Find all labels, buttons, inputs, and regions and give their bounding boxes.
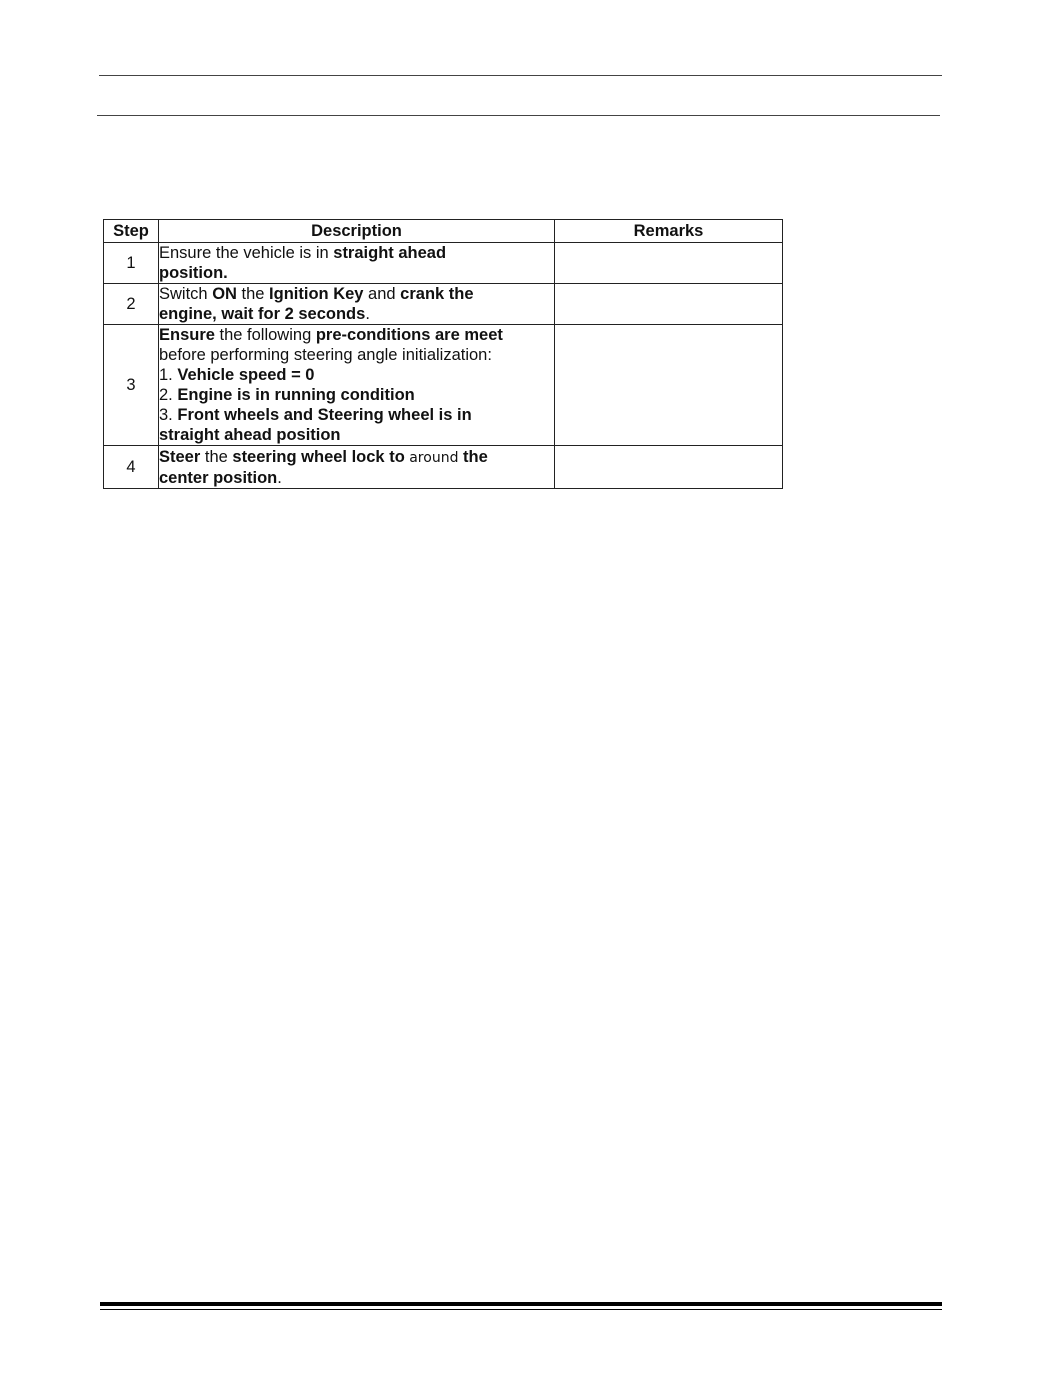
description-text: the xyxy=(200,447,233,466)
step-remarks xyxy=(555,325,783,446)
footer-rule-thick xyxy=(100,1302,942,1306)
description-line xyxy=(159,447,554,468)
description-line xyxy=(159,365,554,385)
table-row xyxy=(104,325,783,446)
description-emphasis: Engine is in running condition xyxy=(177,386,415,404)
footer-rule-thin xyxy=(100,1309,942,1310)
table-row xyxy=(104,446,783,489)
description-line xyxy=(159,385,554,405)
description-emphasis: Vehicle speed = 0 xyxy=(177,366,315,384)
description-text: 2. xyxy=(159,386,178,404)
description-text: Switch xyxy=(159,285,213,303)
header-rule-top xyxy=(99,75,942,76)
step-description xyxy=(159,284,555,325)
header-rule-bottom xyxy=(97,115,940,116)
description-text: before performing steering angle initialization: xyxy=(159,346,492,364)
column-header-step: Step xyxy=(104,220,159,243)
description-text: around xyxy=(404,449,459,466)
description-emphasis: crank the xyxy=(400,285,474,303)
description-text: . xyxy=(277,468,282,487)
description-emphasis: straight ahead xyxy=(333,244,447,262)
description-emphasis: Ignition Key xyxy=(269,285,364,303)
description-emphasis: Steer xyxy=(159,447,201,466)
description-line xyxy=(159,468,554,488)
step-remarks xyxy=(555,446,783,489)
procedure-table xyxy=(103,219,783,489)
step-description xyxy=(159,325,555,446)
description-line xyxy=(159,325,554,345)
description-emphasis: center position xyxy=(159,468,278,487)
description-emphasis: Ensure xyxy=(159,326,215,344)
step-number: 4 xyxy=(104,446,159,489)
description-emphasis: the xyxy=(458,447,488,466)
step-number: 1 xyxy=(104,243,159,284)
description-emphasis: Front wheels and Steering wheel is in xyxy=(177,406,472,424)
description-text: and xyxy=(363,285,401,303)
description-line xyxy=(159,304,554,324)
description-text: the following xyxy=(214,326,316,344)
description-text: . xyxy=(365,305,370,323)
description-text: Ensure the vehicle is in xyxy=(159,244,334,262)
description-text: 1. xyxy=(159,366,178,384)
table-row xyxy=(104,243,783,284)
step-remarks xyxy=(555,284,783,325)
description-emphasis: position. xyxy=(159,264,228,282)
description-text: the xyxy=(236,285,270,303)
step-description xyxy=(159,446,555,489)
description-emphasis: engine, wait for 2 seconds xyxy=(159,305,366,323)
description-text: 3. xyxy=(159,406,178,424)
description-line xyxy=(159,284,554,304)
description-emphasis: ON xyxy=(212,285,237,303)
step-number: 3 xyxy=(104,325,159,446)
description-line xyxy=(159,405,554,425)
step-description xyxy=(159,243,555,284)
step-remarks xyxy=(555,243,783,284)
description-emphasis: straight ahead position xyxy=(159,426,341,444)
step-number: 2 xyxy=(104,284,159,325)
table-header-row xyxy=(104,220,783,243)
description-emphasis: steering wheel lock to xyxy=(232,447,405,466)
column-header-remarks: Remarks xyxy=(555,220,783,243)
table-row xyxy=(104,284,783,325)
description-emphasis: pre-conditions are meet xyxy=(315,326,503,344)
column-header-description: Description xyxy=(159,220,555,243)
description-line xyxy=(159,243,554,263)
